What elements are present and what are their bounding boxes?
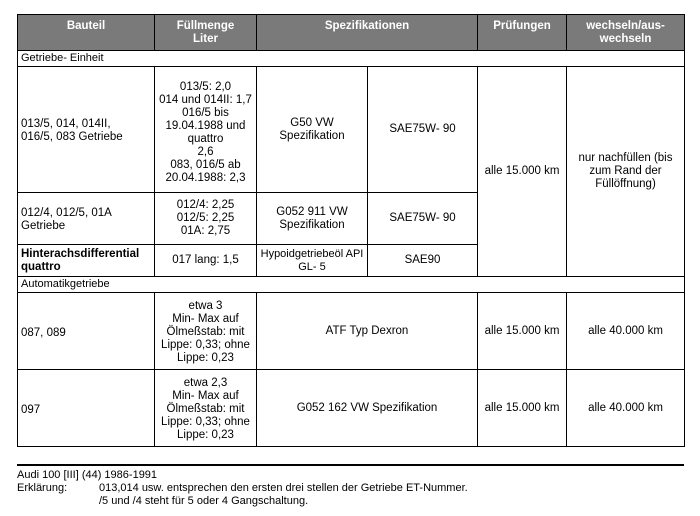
cell-wechseln: alle 40.000 km	[567, 370, 685, 447]
header-pruefungen: Prüfungen	[478, 15, 567, 51]
footer-model: Audi 100 [III] (44) 1986-1991	[17, 469, 158, 481]
cell-fuellmenge: 012/4: 2,25 012/5: 2,25 01A: 2,75	[155, 193, 257, 245]
header-fuellmenge: Füllmenge Liter	[155, 15, 257, 51]
cell-fuellmenge: etwa 2,3 Min- Max auf Ölmeßstab: mit Lippe: 0,33; ohne Lippe: 0,23	[155, 370, 257, 447]
footer-line-2: /5 und /4 steht für 5 oder 4 Gangschaltung.	[99, 495, 309, 507]
header-spezifikationen: Spezifikationen	[257, 15, 478, 51]
table-row	[18, 293, 685, 370]
cell-bauteil: 097	[18, 370, 155, 447]
table-row	[18, 67, 685, 193]
section-label-getriebe: Getriebe- Einheit	[18, 51, 685, 67]
cell-spec1: G50 VW Spezifikation	[257, 67, 368, 193]
cell-spec2: SAE75W- 90	[368, 193, 478, 245]
section-row-automatik	[18, 277, 685, 293]
cell-spec1: G052 911 VW Spezifikation	[257, 193, 368, 245]
header-row	[18, 15, 685, 51]
header-bauteil: Bauteil	[18, 15, 155, 51]
cell-fuellmenge: 017 lang: 1,5	[155, 245, 257, 277]
cell-pruefungen: alle 15.000 km	[478, 370, 567, 447]
cell-fuellmenge: 013/5: 2,0 014 und 014II: 1,7 016/5 bis 19.04.1988 und quattro 2,6 083, 016/5 ab 20.04.1988: 2,3	[155, 67, 257, 193]
cell-pruefungen-group: alle 15.000 km	[478, 67, 567, 277]
cell-spec: ATF Typ Dexron	[257, 293, 478, 370]
cell-spec: G052 162 VW Spezifikation	[257, 370, 478, 447]
footer-divider	[17, 464, 684, 466]
cell-spec2: SAE75W- 90	[368, 67, 478, 193]
cell-bauteil: 087, 089	[18, 293, 155, 370]
section-row-getriebe	[18, 51, 685, 67]
cell-wechseln: alle 40.000 km	[567, 293, 685, 370]
cell-pruefungen: alle 15.000 km	[478, 293, 567, 370]
cell-bauteil: Hinterachsdifferential quattro	[18, 245, 155, 277]
cell-bauteil: 012/4, 012/5, 01A Getriebe	[18, 193, 155, 245]
header-wechseln: wechseln/aus- wechseln	[567, 15, 685, 51]
section-label-automatik: Automatikgetriebe	[18, 277, 685, 293]
cell-fuellmenge: etwa 3 Min- Max auf Ölmeßstab: mit Lippe: 0,33; ohne Lippe: 0,23	[155, 293, 257, 370]
footer-note-2	[17, 495, 468, 508]
footer	[17, 469, 468, 508]
cell-wechseln-group: nur nachfüllen (bis zum Rand der Füllöffnung)	[567, 67, 685, 277]
footer-label: Erklärung:	[17, 482, 68, 494]
specification-table	[17, 14, 685, 447]
footer-line-1: 013,014 usw. entsprechen den ersten drei stellen der Getriebe ET-Nummer.	[99, 482, 468, 494]
cell-spec2: SAE90	[368, 245, 478, 277]
footer-note	[17, 482, 468, 495]
table-row	[18, 370, 685, 447]
cell-bauteil: 013/5, 014, 014II, 016/5, 083 Getriebe	[18, 67, 155, 193]
cell-spec1: Hypoidgetriebeöl API GL- 5	[257, 245, 368, 277]
